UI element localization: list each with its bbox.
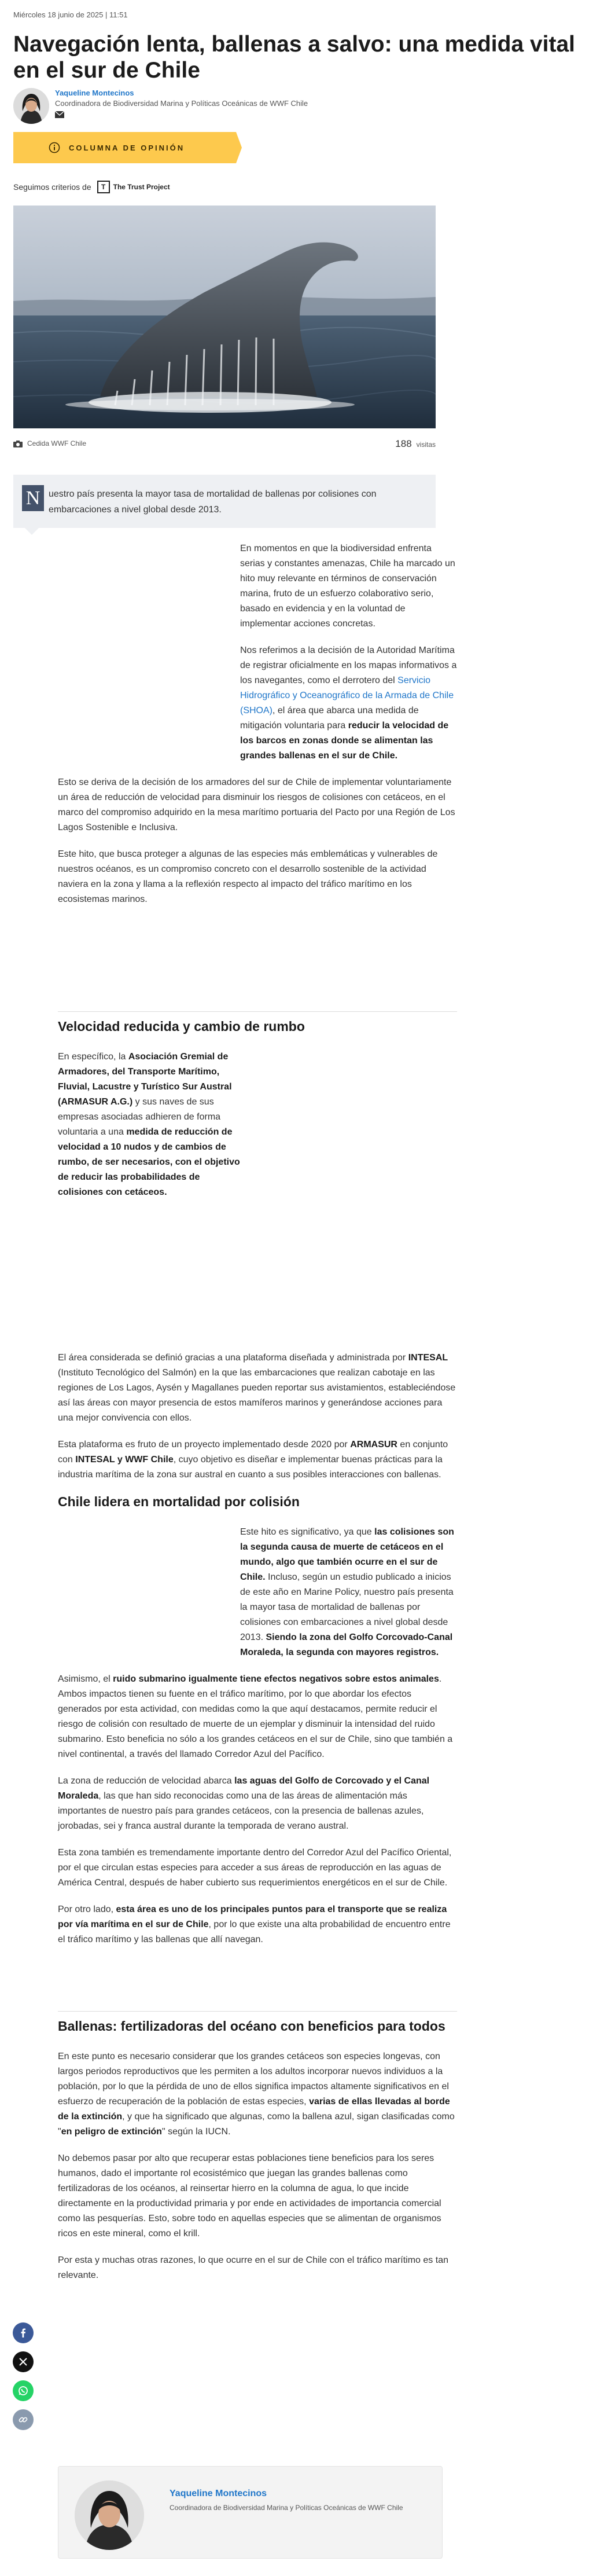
paragraph: Esta zona también es tremendamente importante dentro del Corredor Azul del Pacífico Oriental, por el que circulan estas especies para acceder a sus áreas de reproducción en las aguas de América Central, después de haber cubierto sus requerimientos energéticos en el sur de Chile.	[58, 1848, 452, 1888]
text: reducir la velocidad de los barcos en zonas donde se alimentan las grandes ballenas en el sur de Chile.	[240, 721, 449, 761]
author-name[interactable]: Yaqueline Montecinos	[55, 89, 134, 97]
text: En específico, la	[58, 1052, 128, 1062]
visits-label: visitas	[416, 441, 436, 449]
camera-icon	[13, 440, 23, 447]
share-bar	[13, 2322, 34, 2438]
text: La zona de reducción de velocidad abarca	[58, 1776, 235, 1786]
trust-project-logo[interactable]	[97, 181, 170, 193]
text: (Instituto Tecnológico del Salmón) en la que las embarcaciones que realizan cabotaje en las regiones de Los Lagos, Aysén y Magallanes pueden reportar sus avistamientos, estableciéndose así las áreas con mayor presencia de estos mamíferos marinos y generándose acciones para una mejor convivencia con ellos.	[58, 1368, 456, 1423]
paragraph-lead	[58, 1525, 457, 1660]
paragraph	[58, 643, 457, 764]
pull-quote	[13, 475, 436, 528]
text: El área considerada se definió gracias a una plataforma diseñada y administrada por	[58, 1353, 408, 1363]
text: " según la IUCN.	[161, 2127, 231, 2137]
paragraph	[58, 1774, 457, 1834]
paragraph	[58, 1525, 457, 1660]
text: y sus naves de sus empresas asociadas adhieren de forma voluntaria a una	[58, 1097, 221, 1137]
text: Este hito es significativo, ya que	[240, 1527, 375, 1537]
text: Nos referimos a la decisión de la Autoridad Marítima de registrar oficialmente en los mapas informativos a los navegantes, como el derrotero del	[240, 645, 457, 685]
text: INTESAL	[408, 1353, 448, 1363]
paragraph	[58, 1437, 457, 1483]
paragraph	[58, 1672, 457, 1762]
text: Esta plataforma es fruto de un proyecto implementado desde 2020 por	[58, 1440, 351, 1450]
text: Por otro lado,	[58, 1905, 116, 1914]
shoa-link[interactable]: Servicio Hidrográfico y Oceanográfico de la Armada de Chile (SHOA)	[240, 676, 454, 715]
dropcap: N	[22, 485, 44, 511]
link-icon[interactable]	[13, 2409, 34, 2430]
author-role: Coordinadora de Biodiversidad Marina y Políticas Oceánicas de WWF Chile	[55, 99, 308, 108]
badge-label: COLUMNA DE OPINIÓN	[69, 143, 185, 152]
visit-counter	[395, 438, 436, 450]
text: las aguas del Golfo de Corcovado y el Canal Moraleda	[58, 1776, 430, 1801]
text: , por lo que existe una alta probabilidad de encuentro entre el tráfico marítimo y las ballenas que allí navegan.	[58, 1920, 451, 1944]
text: . Ambos impactos tienen su fuente en el tráfico marítimo, por lo que abordar los efectos generados por esta actividad, con medidas como la que aquí destacamos, permite reducir el riesgo de colisión con resultado de muerte de un ejemplar y disminuir la intensidad del ruido submarino. Esto beneficia no sólo a los grandes cetáceos en el sur de Chile, sino que también a nivel continental, a través del llamado Corredor Azul del Pacífico.	[58, 1674, 453, 1759]
text: INTESAL y WWF Chile	[75, 1455, 174, 1465]
author-card	[58, 2466, 443, 2559]
opinion-badge	[13, 132, 236, 163]
text: Siendo la zona del Golfo Corcovado-Canal Moraleda, la segunda con mayores registros.	[240, 1632, 453, 1657]
article-body	[58, 541, 457, 2295]
text: , las que han sido reconocidas como una de las áreas de alimentación más importantes de nuestro país para grandes cetáceos, con la presencia de ballenas azules, jorobadas, sei y franca austral durante la temporada de verano austral.	[58, 1791, 424, 1831]
trust-project-icon: T	[97, 181, 110, 193]
text: ruido submarino igualmente tiene efectos negativos sobre estos animales	[113, 1674, 439, 1684]
author-card-avatar[interactable]	[75, 2480, 144, 2550]
page-title: Navegación lenta, ballenas a salvo: una medida vital en el sur de Chile	[13, 32, 576, 83]
criteria-text: Seguimos criterios de	[13, 182, 91, 192]
author-card-role: Coordinadora de Biodiversidad Marina y Políticas Oceánicas de WWF Chile	[170, 2504, 403, 2512]
info-icon	[49, 142, 60, 153]
paragraph	[58, 1351, 457, 1426]
photo-meta	[13, 438, 436, 450]
trust-criteria	[13, 181, 170, 193]
text: Asimismo, el	[58, 1674, 113, 1684]
section-heading: Ballenas: fertilizadoras del océano con beneficios para todos	[58, 2011, 457, 2034]
text: Incluso, según un estudio publicado a inicios de este año en Marine Policy, nuestro país presenta la mayor tasa de mortalidad de ballenas por colisiones con embarcaciones a nivel global desde 2013.	[240, 1572, 454, 1642]
paragraph: Este hito, que busca proteger a algunas de las especies más emblemáticas y vulnerables de nuestros océanos, es un compromiso concreto con el desarrollo sostenible de la actividad naviera en la zona y llama a la reflexión respecto al impacto del tráfico marítimo en los ecosistemas marinos.	[58, 849, 438, 904]
trust-project-label: The Trust Project	[113, 183, 170, 191]
text: las colisiones son la segunda causa de muerte de cetáceos en el mundo, algo que también ocurre en el sur de Chile.	[240, 1527, 454, 1582]
text: en peligro de extinción	[61, 2127, 162, 2137]
publish-date: Miércoles 18 junio de 2025 | 11:51	[13, 10, 128, 19]
text: esta área es uno de los principales puntos para el transporte que se realiza por vía marítima en el sur de Chile	[58, 1905, 447, 1929]
author-byline	[13, 88, 308, 124]
text: , el área que abarca una medida de mitigación voluntaria para	[240, 706, 419, 731]
paragraph	[58, 1902, 457, 1947]
section-heading: Velocidad reducida y cambio de rumbo	[58, 1011, 457, 1034]
paragraph: No debemos pasar por alto que recuperar estas poblaciones tiene beneficios para los seres humanos, dado el importante rol ecosistémico que juegan las grandes ballenas como fertilizadoras de los océanos, al reinsertar hierro en la columna de agua, lo que incide directamente en la productividad primaria y por ende en actividades de importancia comercial como las pesquerías. Esto, sobre todo en aquellas especies que se alimentan de organismos ricos en este mineral, como el krill.	[58, 2153, 441, 2239]
whatsapp-icon[interactable]	[13, 2380, 34, 2401]
text: en conjunto con	[58, 1440, 448, 1465]
text: medida de reducción de velocidad a 10 nudos y de cambios de rumbo, de ser necesarios, con el objetivo de reducir las probabilidades de colisiones con cetáceos.	[58, 1127, 240, 1197]
text: En este punto es necesario considerar que los grandes cetáceos son especies longevas, con largos periodos reproductivos que les permiten a los adultos incorporar nuevos individuos a la población, por lo que la pérdida de uno de ellos significa impactos altamente significativos en el esfuerzo de recuperación de la población de estas especies,	[58, 2052, 449, 2107]
photo-credit: Cedida WWF Chile	[27, 439, 87, 447]
paragraph: Por esta y muchas otras razones, lo que ocurre en el sur de Chile con el tráfico marítimo es tan relevante.	[58, 2255, 448, 2280]
facebook-icon[interactable]	[13, 2322, 34, 2343]
paragraph: Esto se deriva de la decisión de los armadores del sur de Chile de implementar voluntariamente un área de reducción de velocidad para disminuir los riesgos de colisiones con cetáceos, en el marco del compromiso adquirido en la mesa marítimo portuaria del Pacto por una Región de Los Lagos Sostenible e Inclusiva.	[58, 777, 455, 832]
hero-image	[13, 206, 436, 428]
text: , cuyo objetivo es diseñar e implementar buenas prácticas para la industria marítima de la zona sur austral en cuanto a sus posibles interacciones con ballenas.	[58, 1455, 443, 1480]
visits-count: 188	[395, 438, 412, 449]
mail-icon[interactable]	[55, 111, 64, 118]
text: ARMASUR	[350, 1440, 397, 1450]
text: , y que ha significado que algunas, como la ballena azul, sigan clasificadas como "	[58, 2112, 455, 2137]
paragraph: En momentos en que la biodiversidad enfrenta serias y constantes amenazas, Chile ha marcado un hito muy relevante en términos de conservación marina, fruto de un esfuerzo colaborativo serio, basado en evidencia y en la voluntad de implementar acciones concretas.	[240, 544, 455, 629]
author-card-name[interactable]: Yaqueline Montecinos	[170, 2489, 267, 2498]
text: Asociación Gremial de Armadores, del Transporte Marítimo, Fluvial, Lacustre y Turístico Sur Austral (ARMASUR A.G.)	[58, 1052, 232, 1107]
paragraph	[58, 1050, 243, 1200]
section-heading: Chile lidera en mortalidad por colisión	[58, 1494, 300, 1509]
paragraph-lead	[58, 643, 457, 764]
paragraph	[58, 2049, 457, 2140]
x-icon[interactable]	[13, 2351, 34, 2372]
text: varias de ellas llevadas al borde de la extinción	[58, 2097, 450, 2122]
avatar[interactable]	[13, 88, 49, 124]
pull-quote-text: uestro país presenta la mayor tasa de mortalidad de ballenas por colisiones con embarcaciones a nivel global desde 2013.	[49, 489, 377, 515]
